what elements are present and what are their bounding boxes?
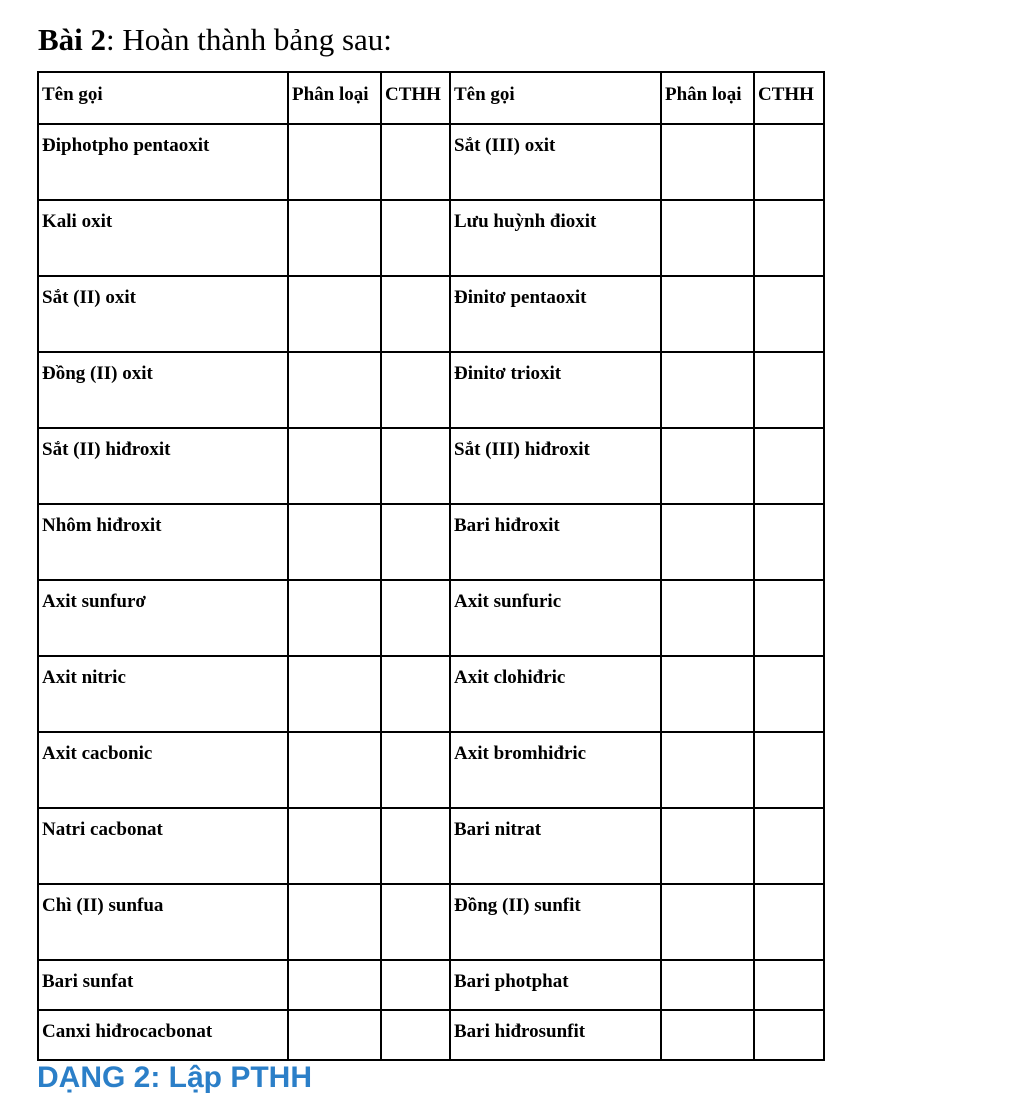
classification-cell-left[interactable]	[288, 580, 381, 656]
classification-cell-left[interactable]	[288, 884, 381, 960]
classification-cell-right[interactable]	[661, 1010, 754, 1060]
classification-cell-right[interactable]	[661, 960, 754, 1010]
classification-cell-right[interactable]	[661, 352, 754, 428]
classification-cell-left[interactable]	[288, 352, 381, 428]
classification-cell-left[interactable]	[288, 200, 381, 276]
compound-name-left: Natri cacbonat	[38, 808, 288, 884]
compound-name-right: Axit clohiđric	[450, 656, 661, 732]
formula-cell-right[interactable]	[754, 276, 824, 352]
compound-table	[37, 71, 825, 1061]
table-row	[38, 124, 824, 200]
compound-name-left: Nhôm hiđroxit	[38, 504, 288, 580]
compound-name-left: Sắt (II) oxit	[38, 276, 288, 352]
compound-name-right: Bari hiđrosunfit	[450, 1010, 661, 1060]
formula-cell-right[interactable]	[754, 732, 824, 808]
table-row	[38, 352, 824, 428]
classification-cell-right[interactable]	[661, 884, 754, 960]
classification-cell-left[interactable]	[288, 808, 381, 884]
formula-cell-right[interactable]	[754, 960, 824, 1010]
compound-name-right: Axit bromhiđric	[450, 732, 661, 808]
formula-cell-right[interactable]	[754, 504, 824, 580]
classification-cell-left[interactable]	[288, 656, 381, 732]
table-row	[38, 428, 824, 504]
formula-cell-right[interactable]	[754, 656, 824, 732]
formula-cell-left[interactable]	[381, 352, 450, 428]
compound-name-left: Bari sunfat	[38, 960, 288, 1010]
formula-cell-left[interactable]	[381, 276, 450, 352]
formula-cell-left[interactable]	[381, 200, 450, 276]
compound-name-right: Bari photphat	[450, 960, 661, 1010]
table-row	[38, 808, 824, 884]
formula-cell-left[interactable]	[381, 124, 450, 200]
classification-cell-left[interactable]	[288, 960, 381, 1010]
compound-name-left: Axit sunfurơ	[38, 580, 288, 656]
classification-cell-left[interactable]	[288, 428, 381, 504]
classification-cell-left[interactable]	[288, 124, 381, 200]
compound-name-right: Đồng (II) sunfit	[450, 884, 661, 960]
classification-cell-right[interactable]	[661, 428, 754, 504]
table-row	[38, 1010, 824, 1060]
formula-cell-left[interactable]	[381, 504, 450, 580]
exercise-instruction: : Hoàn thành bảng sau:	[106, 22, 392, 57]
compound-name-right: Bari hiđroxit	[450, 504, 661, 580]
formula-cell-right[interactable]	[754, 580, 824, 656]
compound-name-left: Axit cacbonic	[38, 732, 288, 808]
compound-name-left: Axit nitric	[38, 656, 288, 732]
compound-name-right: Lưu huỳnh đioxit	[450, 200, 661, 276]
formula-cell-left[interactable]	[381, 960, 450, 1010]
formula-cell-left[interactable]	[381, 580, 450, 656]
compound-name-left: Đồng (II) oxit	[38, 352, 288, 428]
formula-cell-right[interactable]	[754, 1010, 824, 1060]
next-section-title: DẠNG 2: Lập PTHH	[37, 1061, 313, 1094]
formula-cell-right[interactable]	[754, 808, 824, 884]
formula-cell-right[interactable]	[754, 200, 824, 276]
classification-cell-right[interactable]	[661, 200, 754, 276]
exercise-label: Bài 2	[38, 22, 107, 57]
table-row	[38, 200, 824, 276]
header-name-right: Tên gọi	[450, 72, 661, 124]
formula-cell-right[interactable]	[754, 124, 824, 200]
classification-cell-left[interactable]	[288, 732, 381, 808]
classification-cell-left[interactable]	[288, 504, 381, 580]
header-classification-right: Phân loại	[661, 72, 754, 124]
formula-cell-left[interactable]	[381, 808, 450, 884]
classification-cell-right[interactable]	[661, 276, 754, 352]
classification-cell-left[interactable]	[288, 1010, 381, 1060]
classification-cell-right[interactable]	[661, 732, 754, 808]
formula-cell-left[interactable]	[381, 1010, 450, 1060]
compound-name-right: Bari nitrat	[450, 808, 661, 884]
header-name-left: Tên gọi	[38, 72, 288, 124]
table-header-row	[38, 72, 824, 124]
classification-cell-right[interactable]	[661, 580, 754, 656]
formula-cell-right[interactable]	[754, 884, 824, 960]
table-row	[38, 732, 824, 808]
table-row	[38, 656, 824, 732]
classification-cell-right[interactable]	[661, 808, 754, 884]
compound-name-right: Sắt (III) oxit	[450, 124, 661, 200]
compound-name-left: Chì (II) sunfua	[38, 884, 288, 960]
table-body	[38, 124, 824, 1060]
exercise-heading	[38, 20, 392, 60]
compound-name-left: Sắt (II) hiđroxit	[38, 428, 288, 504]
formula-cell-left[interactable]	[381, 732, 450, 808]
table-row	[38, 276, 824, 352]
formula-cell-right[interactable]	[754, 428, 824, 504]
formula-cell-left[interactable]	[381, 884, 450, 960]
table-row	[38, 884, 824, 960]
formula-cell-left[interactable]	[381, 656, 450, 732]
formula-cell-right[interactable]	[754, 352, 824, 428]
classification-cell-right[interactable]	[661, 504, 754, 580]
formula-cell-left[interactable]	[381, 428, 450, 504]
compound-name-right: Axit sunfuric	[450, 580, 661, 656]
table-row	[38, 504, 824, 580]
classification-cell-right[interactable]	[661, 124, 754, 200]
table-row	[38, 960, 824, 1010]
header-formula-right: CTHH	[754, 72, 824, 124]
compound-name-right: Đinitơ pentaoxit	[450, 276, 661, 352]
classification-cell-left[interactable]	[288, 276, 381, 352]
compound-name-right: Đinitơ trioxit	[450, 352, 661, 428]
header-formula-left: CTHH	[381, 72, 450, 124]
header-classification-left: Phân loại	[288, 72, 381, 124]
classification-cell-right[interactable]	[661, 656, 754, 732]
compound-name-right: Sắt (III) hiđroxit	[450, 428, 661, 504]
compound-name-left: Kali oxit	[38, 200, 288, 276]
compound-name-left: Canxi hiđrocacbonat	[38, 1010, 288, 1060]
table-row	[38, 580, 824, 656]
compound-name-left: Điphotpho pentaoxit	[38, 124, 288, 200]
